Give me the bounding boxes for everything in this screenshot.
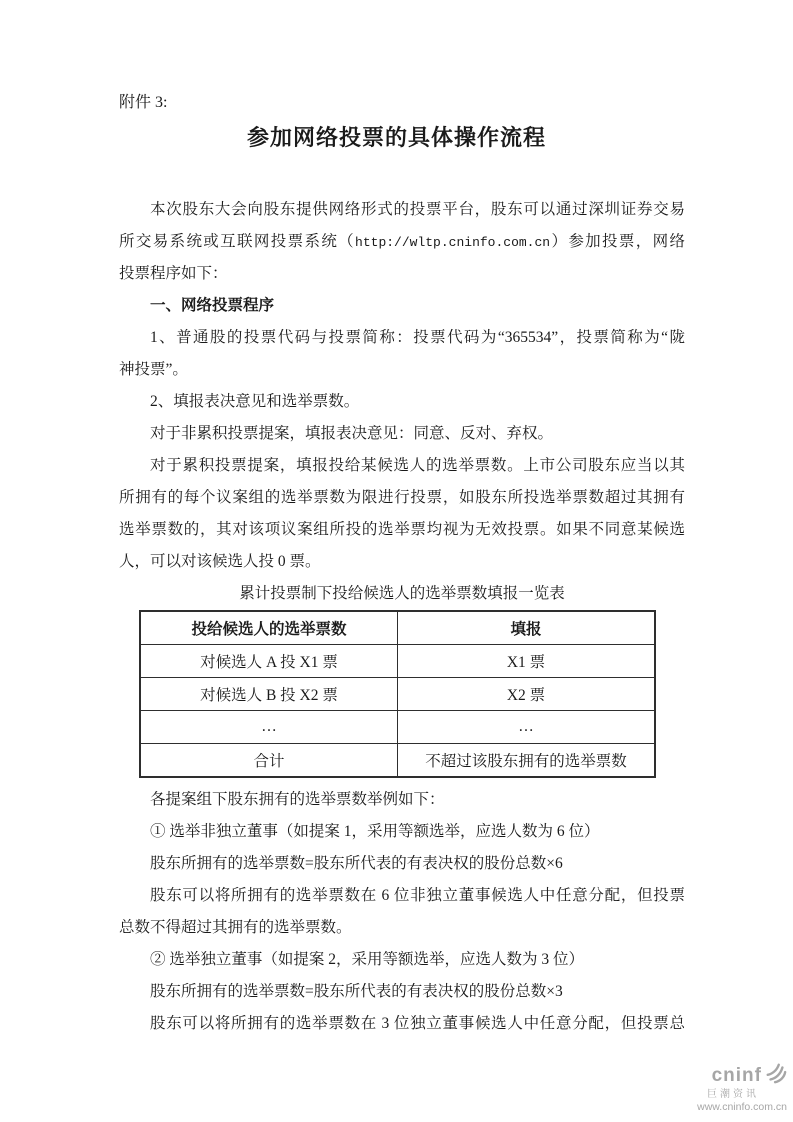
table-row xyxy=(140,678,655,711)
table-cell: … xyxy=(140,711,398,744)
paragraph-line: 对于累积投票提案，填报投给某候选人的选举票数。上市公司股东应当以其 xyxy=(150,457,685,474)
table-header-row xyxy=(140,611,655,645)
paragraph-line: 选举票数的，其对该项议案组所投的选举票均视为无效投票。如果不同意某候选 xyxy=(119,521,685,538)
table-cell: X1 票 xyxy=(398,645,656,678)
url-line-suffix: ）参加投票，网络 xyxy=(550,233,685,250)
section-heading: 一、网络投票程序 xyxy=(150,297,275,314)
paragraph-line: 总数不得超过其拥有的选举票数。 xyxy=(119,919,352,936)
table-header-cell: 填报 xyxy=(398,611,656,645)
voting-system-url: http://wltp.cninfo.com.cn xyxy=(355,235,551,250)
paragraph-line: 股东可以将所拥有的选举票数在 6 位非独立董事候选人中任意分配，但投票 xyxy=(150,887,685,904)
paragraph-line: 1、普通股的投票代码与投票简称：投票代码为“365534”，投票简称为“陇 xyxy=(150,329,685,346)
paragraph-line: 投票程序如下： xyxy=(119,265,228,282)
voting-table xyxy=(139,610,656,778)
table-row xyxy=(140,711,655,744)
cninfo-logo-text: cninf xyxy=(711,1064,762,1086)
paragraph-line-with-url xyxy=(119,226,685,258)
table-cell: … xyxy=(398,711,656,744)
paragraph-line: ② 选举独立董事（如提案 2，采用等额选举，应选人数为 3 位） xyxy=(150,951,585,968)
table-cell: X2 票 xyxy=(398,678,656,711)
document-title: 参加网络投票的具体操作流程 xyxy=(246,125,546,150)
paragraph-line: 2、填报表决意见和选举票数。 xyxy=(150,393,360,410)
attachment-label: 附件 3: xyxy=(119,94,168,111)
table-caption: 累计投票制下投给候选人的选举票数填报一览表 xyxy=(239,585,565,602)
paragraph-line: 本次股东大会向股东提供网络形式的投票平台，股东可以通过深圳证券交易 xyxy=(150,201,685,218)
cninfo-url: www.cninfo.com.cn xyxy=(697,1101,787,1113)
paragraph-line: ① 选举非独立董事（如提案 1，采用等额选举，应选人数为 6 位） xyxy=(150,823,600,840)
paragraph-line: 股东所拥有的选举票数=股东所代表的有表决权的股份总数×3 xyxy=(150,983,563,1000)
table-row xyxy=(140,744,655,778)
table-cell: 不超过该股东拥有的选举票数 xyxy=(398,744,656,778)
paragraph-line: 股东可以将所拥有的选举票数在 3 位独立董事候选人中任意分配，但投票总 xyxy=(150,1015,685,1032)
document-body xyxy=(119,194,685,1040)
table-header-cell: 投给候选人的选举票数 xyxy=(140,611,398,645)
cninfo-logo-row xyxy=(697,1062,787,1089)
table-cell: 对候选人 A 投 X1 票 xyxy=(140,645,398,678)
paragraph-line: 人，可以对该候选人投 0 票。 xyxy=(119,553,321,570)
cninfo-logo xyxy=(697,1062,787,1114)
paragraph-line: 股东所拥有的选举票数=股东所代表的有表决权的股份总数×6 xyxy=(150,855,563,872)
table-row xyxy=(140,645,655,678)
cninfo-swirl-icon xyxy=(765,1062,787,1089)
table-cell: 对候选人 B 投 X2 票 xyxy=(140,678,398,711)
cninfo-tagline: 巨潮资讯 xyxy=(707,1089,759,1100)
paragraph-line: 各提案组下股东拥有的选举票数举例如下： xyxy=(150,791,445,808)
paragraph-line: 神投票”。 xyxy=(119,361,188,378)
url-line-prefix: 所交易系统或互联网投票系统（ xyxy=(119,233,356,250)
table-cell: 合计 xyxy=(140,744,398,778)
paragraph-line: 对于非累积投票提案，填报表决意见：同意、反对、弃权。 xyxy=(150,425,554,442)
paragraph-line: 所拥有的每个议案组的选举票数为限进行投票，如股东所投选举票数超过其拥有 xyxy=(119,489,685,506)
